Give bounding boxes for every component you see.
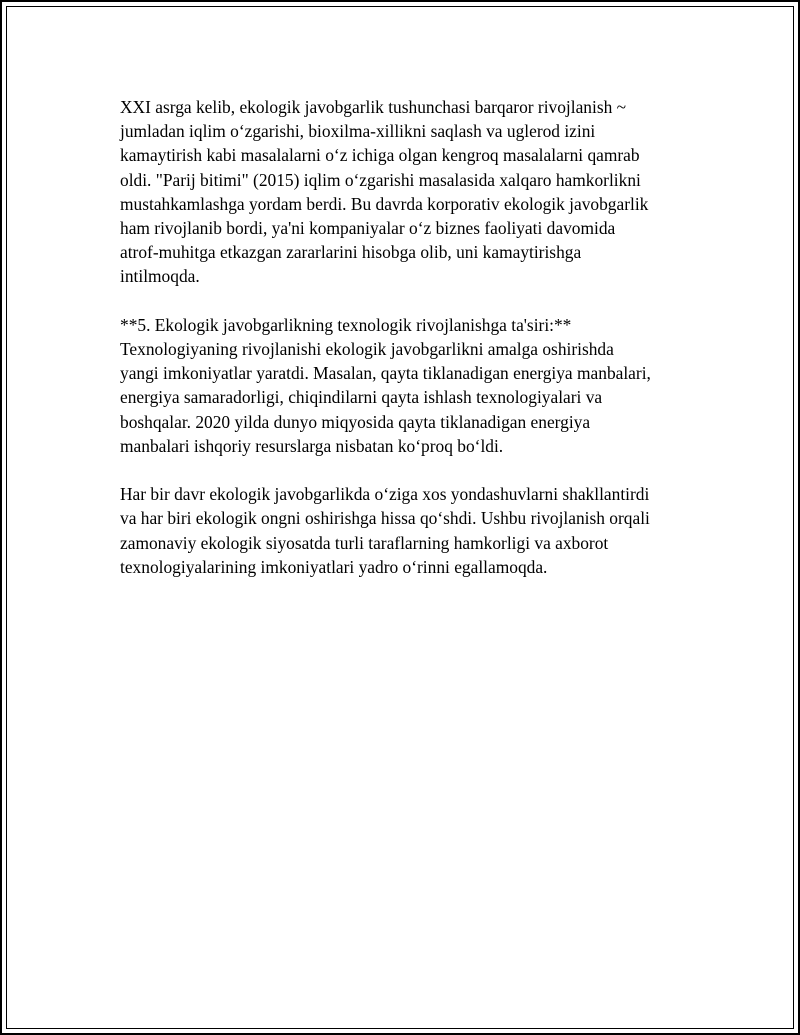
text-line: va har biri ekologik ongni oshirishga hissa qo‘shdi. Ushbu rivojlanish orqali	[120, 508, 650, 529]
document-body	[120, 95, 698, 579]
text-line: manbalari ishqoriy resurslarga nisbatan ko‘proq bo‘ldi.	[120, 435, 504, 456]
text-line: intilmoqda.	[120, 266, 200, 287]
text-line: yangi imkoniyatlar yaratdi. Masalan, qayta tiklanadigan energiya manbalari,	[120, 363, 651, 384]
text-line: Texnologiyaning rivojlanishi ekologik javobgarlikni amalga oshirishda	[120, 339, 614, 360]
text-line: atrof-muhitga etkazgan zararlarini hisobga olib, uni kamaytirishga	[120, 242, 582, 263]
text-line: texnologiyalarining imkoniyatlari yadro o‘rinni egallamoqda.	[120, 556, 548, 577]
text-line: mustahkamlashga yordam berdi. Bu davrda korporativ ekologik javobgarlik	[120, 193, 649, 214]
paragraph-climate-era	[120, 95, 698, 289]
text-line: Har bir davr ekologik javobgarlikda o‘ziga xos yondashuvlarni shakllantirdi	[120, 484, 650, 505]
text-line: energiya samaradorligi, chiqindilarni qayta ishlash texnologiyalari va	[120, 387, 603, 408]
text-line: XXI asrga kelib, ekologik javobgarlik tushunchasi barqaror rivojlanish ~	[120, 97, 627, 117]
text-line: oldi. "Parij bitimi" (2015) iqlim o‘zgarishi masalasida xalqaro hamkorlikni	[120, 169, 641, 190]
section-heading-line: **5. Ekologik javobgarlikning texnologik rivojlanishga ta'siri:**	[120, 314, 572, 335]
text-line: kamaytirish kabi masalalarni o‘z ichiga olgan kengroq masalalarni qamrab	[120, 145, 640, 166]
paragraph-conclusion	[120, 482, 698, 579]
paragraph-technology-impact	[120, 313, 698, 458]
text-line: boshqalar. 2020 yilda dunyo miqyosida qayta tiklanadigan energiya	[120, 411, 591, 432]
text-line: ham rivojlanib bordi, ya'ni kompaniyalar o‘z biznes faoliyati davomida	[120, 218, 616, 239]
text-line: jumladan iqlim o‘zgarishi, bioxilma-xillikni saqlash va uglerod izini	[120, 121, 596, 142]
text-line: zamonaviy ekologik siyosatda turli taraflarning hamkorligi va axborot	[120, 532, 609, 553]
